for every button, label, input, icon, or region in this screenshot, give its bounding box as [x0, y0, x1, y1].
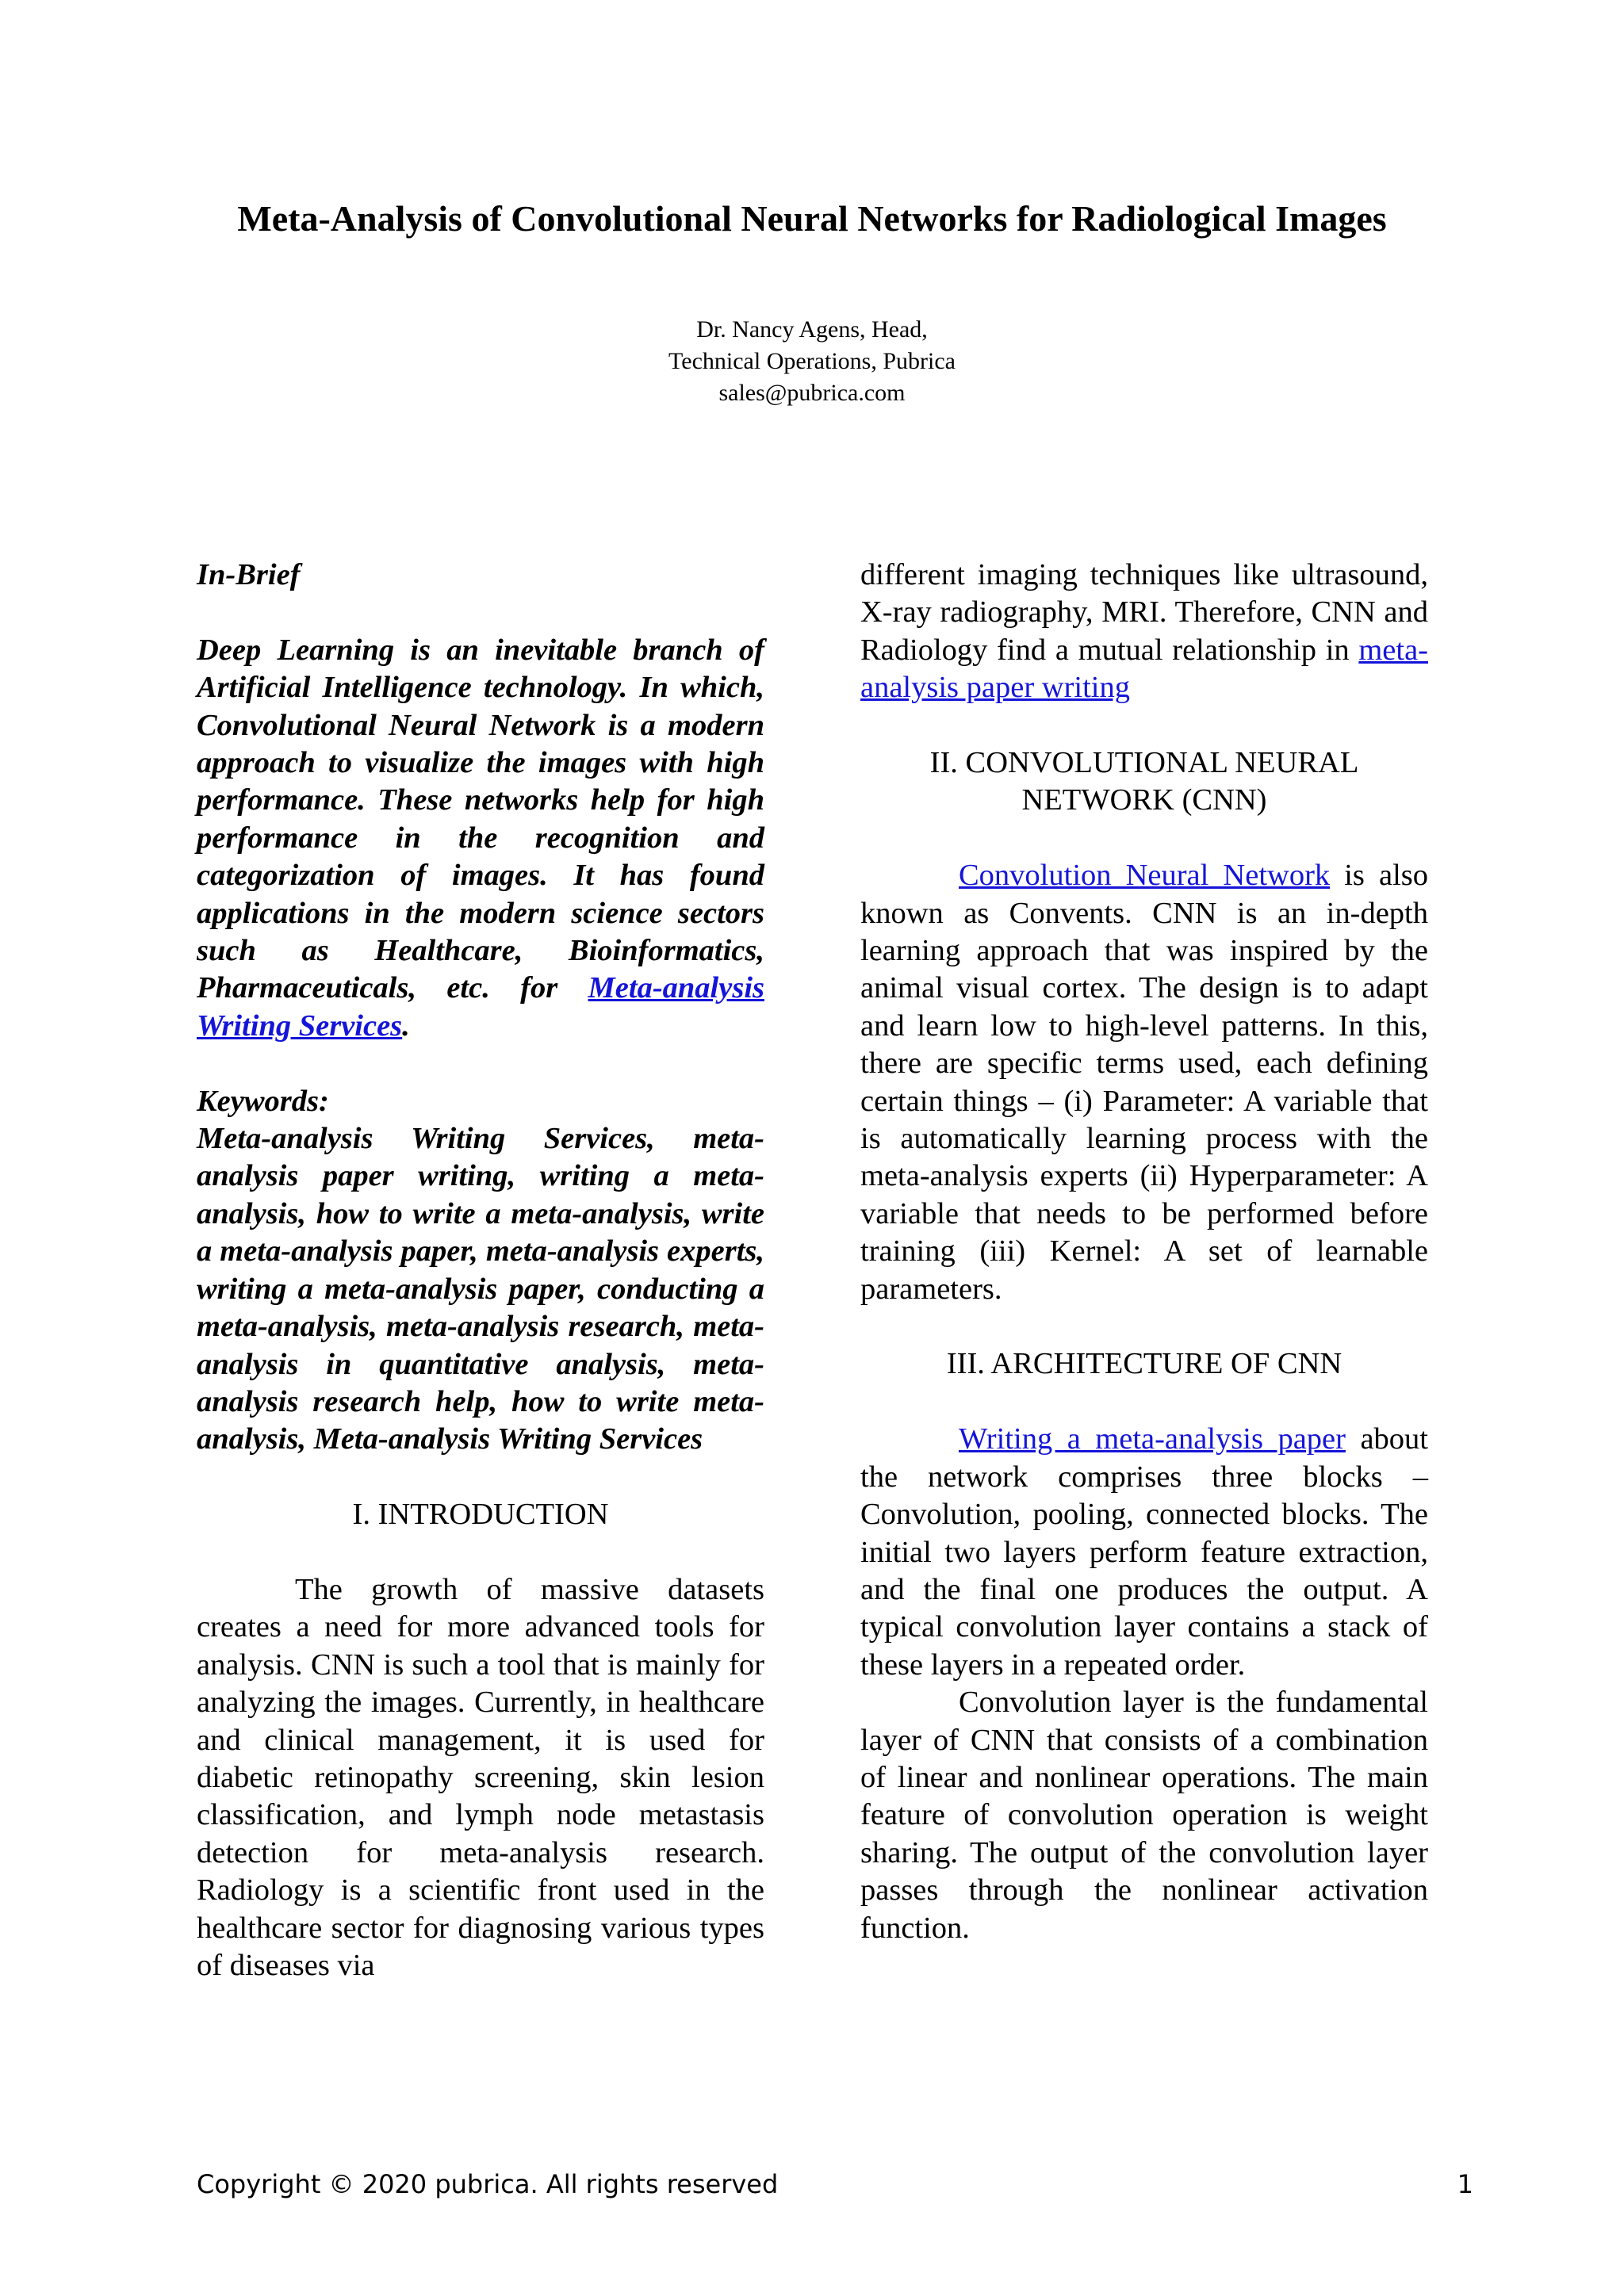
copyright-notice: Copyright © 2020 pubrica. All rights reserved	[197, 2169, 779, 2199]
meta-analysis-writing-services-link[interactable]: Meta-analysis Writing Services	[197, 971, 764, 1043]
writing-meta-analysis-paper-link[interactable]: Writing a meta-analysis paper	[959, 1422, 1346, 1456]
author-block	[0, 314, 1624, 409]
convolution-neural-network-link[interactable]: Convolution Neural Network	[959, 859, 1331, 893]
introduction-continued-text: different imaging techniques like ultrasound, X-ray radiography, MRI. Therefore, CNN and Radiology find a mutual relationship in	[860, 558, 1428, 667]
cnn-paragraph	[860, 857, 1428, 1308]
cnn-section-heading	[860, 744, 1428, 820]
introduction-continued	[860, 557, 1428, 707]
page-footer	[197, 2165, 1473, 2203]
right-column	[860, 557, 1428, 1947]
architecture-paragraph-text: about the network comprises three blocks – Convolution, pooling, connected blocks. The initial two layers perform feature extraction, and the final one produces the output. A typical convolution layer contains a stack of these layers in a repeated order.	[860, 1422, 1428, 1682]
keywords-heading: Keywords:	[197, 1084, 329, 1118]
introduction-heading: I. INTRODUCTION	[352, 1498, 609, 1532]
page-number: 1	[1457, 2169, 1473, 2199]
author-email: sales@pubrica.com	[718, 380, 906, 406]
architecture-paragraph	[860, 1421, 1428, 1684]
author-affiliation: Technical Operations, Pubrica	[668, 348, 956, 374]
keywords-list: Meta-analysis Writing Services, meta-analysis paper writing, writing a meta-analysis, how to write a meta-analysis, write a meta-analysis paper, meta-analysis experts, writing a meta-analysis paper, conducting a meta-analysis, meta-analysis research, meta-analysis in quantitative analysis, meta-analysis research help, how to write meta-analysis, Meta-analysis Writing Services	[197, 1122, 764, 1456]
abstract-period: .	[402, 1008, 410, 1043]
meta-analysis-paper-writing-link[interactable]: meta-analysis paper writing	[860, 633, 1428, 705]
abstract-text: Deep Learning is an inevitable branch of Artificial Intelligence technology. In which, Convolutional Neural Network is a modern approach to visualize the images with high performance. These networks help for high performance in the recognition and categorization of images. It has found applications in the modern science sectors such as Healthcare, Bioinformatics, Pharmaceuticals, etc. for	[197, 633, 764, 1005]
abstract-paragraph	[197, 632, 764, 1045]
left-column	[197, 557, 764, 1984]
cnn-heading-line-2: NETWORK (CNN)	[1021, 783, 1267, 817]
paper-title: Meta-Analysis of Convolutional Neural Networks for Radiological Images	[237, 198, 1387, 239]
cnn-heading-line-1: II. CONVOLUTIONAL NEURAL	[929, 746, 1359, 780]
author-name: Dr. Nancy Agens, Head,	[696, 316, 928, 342]
in-brief-heading: In-Brief	[197, 558, 301, 591]
convolution-layer-paragraph: Convolution layer is the fundamental layer of CNN that consists of a combination of linear and nonlinear operations. The main feature of convolution operation is weight sharing. The output of the convolution layer passes through the nonlinear activation function.	[860, 1686, 1428, 1945]
cnn-paragraph-text: is also known as Convents. CNN is an in-depth learning approach that was inspired by the animal visual cortex. The design is to adapt and learn low to high-level patterns. In this, there are specific terms used, each defining certain things – (i) Parameter: A variable that is automatically learning process with the meta-analysis experts (ii) Hyperparameter: A variable that needs to be performed before training (iii) Kernel: A set of learnable parameters.	[860, 859, 1428, 1306]
introduction-paragraph: The growth of massive datasets creates a need for more advanced tools for analysis. CNN is such a tool that is mainly for analyzing the images. Currently, in healthcare and clinical management, it is used for diabetic retinopathy screening, skin lesion classification, and lymph node metastasis detection for meta-analysis research. Radiology is a scientific front used in the healthcare sector for diagnosing various types of diseases via	[197, 1572, 764, 1982]
architecture-heading: III. ARCHITECTURE OF CNN	[946, 1347, 1342, 1381]
